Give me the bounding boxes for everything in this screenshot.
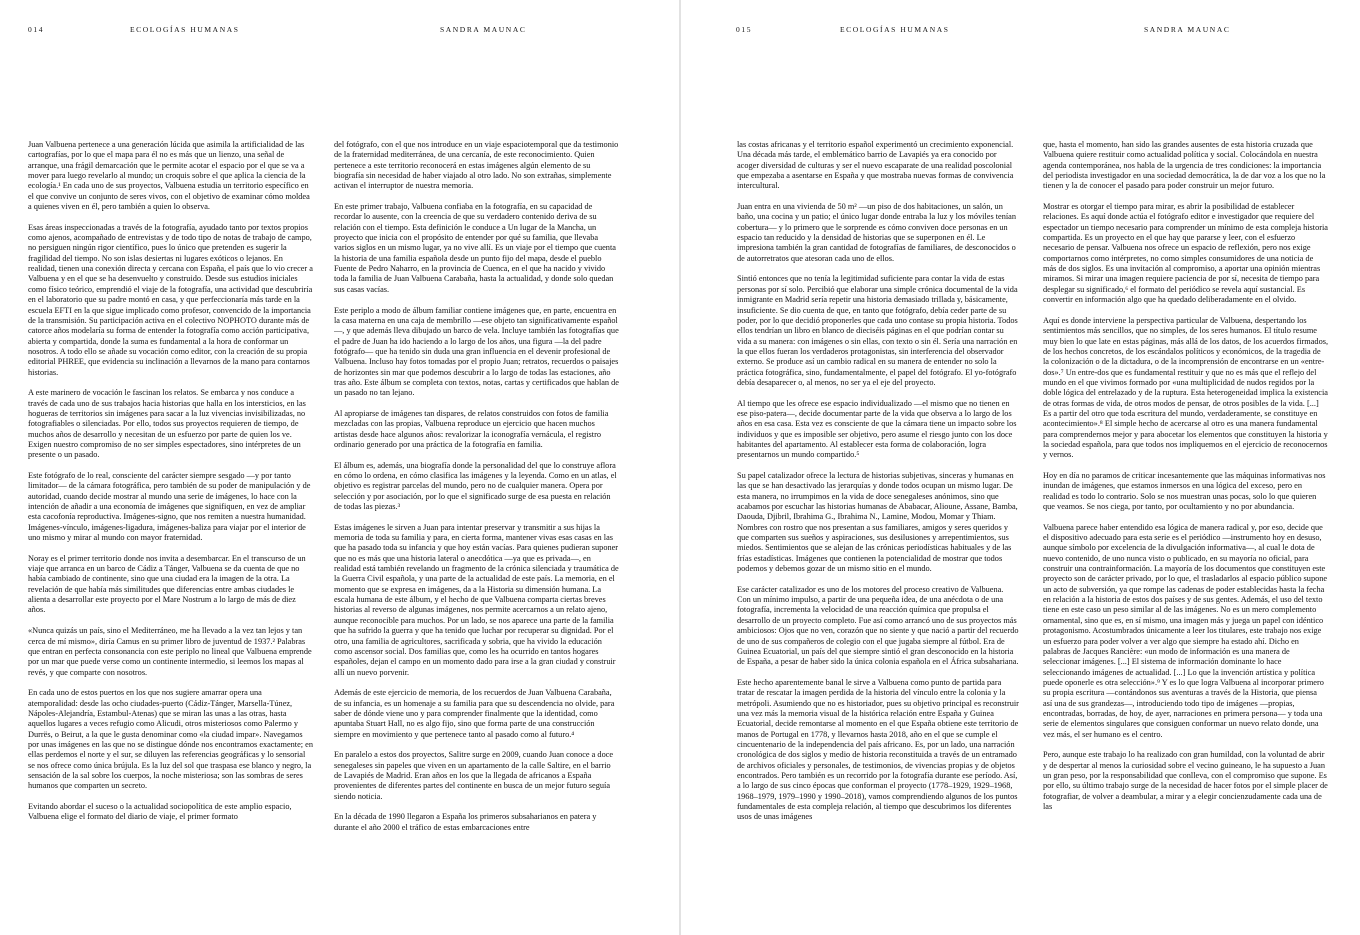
paragraph: Estas imágenes le sirven a Juan para intentar preservar y transmitir a sus hijas la memoria de toda su familia y para, en cierta forma, mantener vivas esas casas en las que ha pasado toda su infancia y que hoy están vacías. Para quienes pudieran suponer que no es más que una historia lateral o anecdótica —ya que es privada—, en realidad está también revelando un fragmento de la crónica silenciada y traumática de la Guerra Civil española, y una parte de la actualidad de este país. La memoria, en el momento que se expresa en imágenes, da a la Historia su dimensión humana. La escala humana de este álbum, y el hecho de que Valbuena comparta ciertas breves historias al reverso de algunas imágenes, nos permite acercarnos a un relato ajeno, aunque reconocible para muchos. Por un lado, se nos aparece una parte de la familia que ha sufrido la guerra y que ha tenido que luchar por recuperar su dignidad. Por el otro, una familia de agricultores, sacrificada y sobria, que ha vivido la educación como ascensor social. Dos familias que, como les ha ocurrido en tantos hogares españoles, dejan el campo en un momento dado para irse a la gran ciudad y construir allí un nuevo porvenir. [334, 522, 619, 677]
paragraph: las costas africanas y el territorio español experimentó un crecimiento exponencial. Una década más tarde, el emblemático barrio de Lavapiés ya era conocido por acoger diversidad de culturas y ser el nuevo escaparate de una realidad poscolonial que empezaba a asentarse en España y que mostraba nuevas formas de convivencia intercultural. [737, 140, 1014, 191]
paragraph: Pero, aunque este trabajo lo ha realizado con gran humildad, con la voluntad de abrir y de despertar al menos la curiosidad sobre el vecino guineano, le ha supuesto a Juan un gran peso, por la responsabilidad que conlleva, con el compromiso que supone. Es por ello, su último trabajo surge de la necesidad de hacer fotos por el simple placer de fotografiar, de volver a deambular, a mirar y a elegir concienzudamente cada una de las [1043, 750, 1328, 811]
paragraph: Sintió entonces que no tenía la legitimidad suficiente para contar la vida de estas personas por sí solo. Percibió que elaborar una simple crónica documental de la vida inmigrante en Madrid sería repetir una historia demasiado trillada y, básicamente, insuficiente. Se dio cuenta de que, en tanto que fotógrafo, debía ceder parte de su poder, por lo que decidió proponerles que cada uno contase su propia historia. Todos ellos tendrían un libro en blanco de dieciséis páginas en el que podrían contar su vida a su manera: con imágenes o sin ellas, con texto o sin él. Sería una narración en la que ellos fueran los verdaderos protagonistas, sin interferencia del observador externo. Se produce así un cambio radical en su manera de entender no solo la práctica fotográfica, sino, fundamentalmente, el papel del fotógrafo. El yo-fotógrafo debía desaparecer o, al menos, no ser ya el eje del proyecto. [737, 274, 1018, 387]
left-page-column-2 [334, 140, 619, 910]
right-page-number: 015 [736, 25, 753, 34]
paragraph: Además de este ejercicio de memoria, de los recuerdos de Juan Valbuena Carabaña, de su infancia, es un homenaje a su familia para que su descendencia no olvide, para saber de dónde viene uno y para comprender finalmente que la identidad, como apuntaba Stuart Hall, no es algo fijo, sino que forma parte de una construcción siempre en movimiento y que pertenece tanto al pasado como al futuro.⁴ [334, 688, 615, 739]
paragraph: A este marinero de vocación le fascinan los relatos. Se embarca y nos conduce a través de cada uno de sus trabajos hacia historias que halla en los intersticios, en las hogueras de territorios sin imágenes para sacar a la luz vivencias invisibilizadas, no fotografiables o silenciadas. Por ello, todos sus proyectos requieren de tiempo, de muchos años de desarrollo y necesitan de un esfuerzo por parte de quien los ve. Exigen nuestro compromiso de no ser simples espectadores, sino intérpretes de un presente o un pasado. [28, 388, 306, 460]
paragraph: Ese carácter catalizador es uno de los motores del proceso creativo de Valbuena. Con un mínimo impulso, a partir de una pequeña idea, de una anécdota o de una fotografía, incrementa la velocidad de una reacción química que propulsa el desarrollo de un proyecto completo. Fue así como arrancó uno de sus proyectos más ambiciosos: Ojos que no ven, corazón que no siente y que nació a partir del recuerdo de uno de sus compañeros de colegio con el que jugaba siempre al fútbol. Era de Guinea Ecuatorial, un país del que siempre sintió el gran desconocido en la historia de España, a pesar de haber sido la única colonia española en el África subsahariana. [737, 584, 1019, 667]
paragraph: En paralelo a estos dos proyectos, Salitre surge en 2009, cuando Juan conoce a doce senegaleses sin papeles que viven en un apartamento de la calle Saltire, en el barrio de Lavapiés de Madrid. Eran años en los que la llegada de africanos a España provenientes de diferentes partes del continente en busca de un mejor futuro seguía siendo noticia. [334, 750, 614, 801]
paragraph: Su papel catalizador ofrece la lectura de historias subjetivas, sinceras y humanas en las que se han desactivado las jerarquías y donde todos ocupan un mismo lugar. De esta manera, no irrumpimos en la vida de doce senegaleses anónimos, sino que acabamos por escuchar las historias humanas de Ababacar, Alioune, Assane, Bamba, Daouda, Djibril, Ibrahima G., Ibrahima N., Lamine, Modou, Momar y Thiam. Nombres con rostro que nos presentan a sus familiares, amigos y seres queridos y que comparten sus sueños y aspiraciones, sus desilusiones y arrepentimientos, sus miedos. Sentimientos que se alejan de las crónicas periodísticas habituales y de las frías estadísticas. Imágenes que contienen la potencialidad de mostrar que todos podemos y debemos gozar de un mismo sitio en el mundo. [737, 471, 1018, 574]
left-page-number: 014 [28, 25, 45, 34]
paragraph: En la década de 1990 llegaron a España los primeros subsaharianos en patera y durante el año 2000 el tráfico de estas embarcaciones entre [334, 812, 597, 832]
paragraph: Al apropiarse de imágenes tan dispares, de relatos construidos con fotos de familia mezcladas con las propias, Valbuena reproduce un ejercicio que hacen muchos artistas desde hace algunos años: revalorizar la iconografía vernácula, el registro ordinario generado por una práctica de la fotografía en familia. [334, 408, 609, 449]
right-running-title: ECOLOGÍAS HUMANAS [840, 25, 950, 34]
right-page-column-1 [737, 140, 1019, 910]
paragraph: En cada uno de estos puertos en los que nos sugiere amarrar opera una atemporalidad: desde las ocho ciudades-puerto (Cádiz-Tánger, Marsella-Túnez, Nápoles-Alejandría, Estambul-Atenas) que se miran las unas a las otras, hasta aquellos lugares a veces refugio como Alicudi, otros misteriosos como Palermo y Durrës, o Beirut, a la que le gusta denominar como «la ciudad impar». Navegamos por unas imágenes en las que no se distingue dónde nos encontramos exactamente; en ellas perdemos el norte y el sur, se diluyen las referencias geográficas y lo sensorial se nos ofrece como única brújula. Es la luz del sol que traspasa ese blanco y negro, la sensación de la sal sobre los cuerpos, la noche misteriosa; son las sombras de seres humanos que comparten un secreto. [28, 688, 313, 791]
paragraph: Mostrar es otorgar el tiempo para mirar, es abrir la posibilidad de establecer relaciones. Es aquí donde actúa el fotógrafo editor e investigador que requiere del espectador un tiempo necesario para comprender un mínimo de esta compleja historia compartida. Es un proyecto en el que hay que pararse y leer, con el esfuerzo necesario de pensar. Valbuena nos ofrece un espacio de reflexión, pero nos exige comportarnos como intérpretes, no como simples consumidores de una noticia de más de dos siglos. Es una invitación al compromiso, a aportar una opinión mientras miramos. Si mirar una imagen requiere paciencia de por sí, necesita de tiempo para desplegar su significado,⁶ el formato del periódico se revela aquí sustancial. Es convertir en información algo que ha quedado deliberadamente en el olvido. [1043, 202, 1328, 305]
paragraph: Juan entra en una vivienda de 50 m² —un piso de dos habitaciones, un salón, un baño, una cocina y un patio; el único lugar donde entraba la luz y los móviles tenían cobertura— y lo primero que le sorprende es cómo conviven doce personas en un espacio tan reducido y la densidad de historias que se superponen en él. Le impresiona también la gran cantidad de fotografías de familiares, de desconocidos o de autorretratos que atesoran cada uno de ellos. [737, 202, 1017, 263]
paragraph: Esas áreas inspeccionadas a través de la fotografía, ayudado tanto por textos propios como ajenos, acompañado de entrevistas y de todo tipo de notas de trabajo de campo, no persiguen ningún rigor científico, pues lo único que pretenden es sugerir la fragilidad del tiempo. No son islas desiertas ni lugares exóticos o lejanos. En realidad, tienen una conexión directa y cercana con España, el país que lo vio crecer a Valbuena y en el que se ha desenvuelto y construido. Desde sus estudios iniciales como físico teórico, emprendió el viaje de la fotografía, una actividad que descubriría en el laboratorio que su padre montó en casa, y que perfeccionaría más tarde en la escuela EFTI en la que sigue implicado como profesor, convencido de la importancia de la transmisión. Su participación activa en el colectivo NOPHOTO durante más de catorce años modelaría su forma de entender la fotografía como acción participativa, abierta y compartida, donde la suma es fundamental a la hora de conformar un nosotros. A todo ello se añade su vocación como editor, con la creación de su propia editorial PHREE, que evidencia su inclinación a llevarnos de la mano para contarnos historias. [28, 222, 313, 377]
paragraph: Evitando abordar el suceso o la actualidad sociopolítica de este amplio espacio, Valbuena elige el formato del diario de viaje, el primer formato [28, 802, 292, 822]
paragraph: Noray es el primer territorio donde nos invita a desembarcar. En el transcurso de un viaje que arranca en un barco de Cádiz a Tánger, Valbuena se da cuenta de que no había cambiado de continente, sino que una ciudad era la imagen de la otra. La revelación de que había más similitudes que diferencias entre ambas ciudades le alienta a desarrollar este proyecto por el Mare Nostrum a lo largo de más de diez años. [28, 553, 306, 615]
left-page-column-1 [28, 140, 313, 910]
paragraph: El álbum es, además, una biografía donde la personalidad del que lo construye aflora en cómo lo ordena, en cómo clasifica las imágenes y la leyenda. Como en un atlas, el objetivo es registrar parcelas del mundo, pero no de cualquier manera. Opera por selección y por asociación, por lo que el significado surge de esa puesta en relación de todas las piezas.³ [334, 460, 617, 512]
right-page [681, 0, 1360, 935]
paragraph: Al tiempo que les ofrece ese espacio individualizado —el mismo que no tienen en ese piso-patera—, decide documentar parte de la vida que observa a lo largo de los años en esa casa. Esta vez es consciente de que la cámara tiene un impacto sobre los individuos y que es imposible ser objetivo, pero asume el riesgo junto con los doce habitantes del apartamento. Al establecer esta forma de colaboración, logra presentarnos un mundo compartido.⁵ [737, 398, 1017, 460]
paragraph: En este primer trabajo, Valbuena confiaba en la fotografía, en su capacidad de recordar lo ausente, con la creencia de que su verdadero contenido deriva de su relación con el tiempo. Esta definición le conduce a Un lugar de la Mancha, un proyecto que inicia con el propósito de entender por qué su familia, que llevaba varios siglos en un mismo lugar, ya no vive allí. Es un viaje por el tiempo que cuenta la historia de una familia española desde un punto fijo del mapa, desde el pueblo Fuente de Pedro Naharro, en la provincia de Cuenca, en el que ha nacido y vivido toda la familia de Juan Valbuena Carabaña, hasta la actualidad, y donde solo quedan sus casas vacías. [334, 202, 616, 294]
paragraph: del fotógrafo, con el que nos introduce en un viaje espaciotemporal que da testimonio de la fraternidad mediterránea, de una cercanía, de este reconocimiento. Quien pertenece a este territorio reconocerá en estas imágenes algún elemento de su biografía sin necesidad de haber viajado al otro lado. No son extrañas, simplemente activan el interruptor de nuestra memoria. [334, 140, 619, 191]
left-page [0, 0, 679, 935]
paragraph: «Nunca quizás un país, sino el Mediterráneo, me ha llevado a la vez tan lejos y tan cerca de mí mismo», diría Camus en su primer libro de juventud de 1937.² Palabras que entran en perfecta consonancia con este periplo no lineal que Valbuena emprende por un mar que puede verse como un continente intermedio, si leemos los mapas al revés, y que comparte con nosotros. [28, 626, 312, 677]
right-running-author: SANDRA MAUNAC [1144, 25, 1231, 34]
paragraph: Juan Valbuena pertenece a una generación lúcida que asimila la artificialidad de las cartografías, por lo que el mapa para él no es más que un lienzo, una señal de arranque, una frágil demarcación que le permite acotar el espacio por el que se va a mover para luego revelarlo al mundo; un croquis sobre el que aplica la ciencia de la ecología.¹ En cada uno de sus proyectos, Valbuena estudia un territorio específico en el que convive un conjunto de seres vivos, con el objetivo de examinar cómo moldea a quienes viven en él, pero también a quien lo observa. [28, 140, 310, 212]
left-running-author: SANDRA MAUNAC [440, 25, 527, 34]
paragraph: Este periplo a modo de álbum familiar contiene imágenes que, en parte, encuentra en la casa materna en una caja de membrillo —ese objeto tan significativamente español—, y que además lleva dibujado un barco de vela. Incluye también las fotografías que el padre de Juan ha ido haciendo a lo largo de los años, una figura —la del padre fotógrafo— que ha tenido sin duda una gran influencia en el devenir profesional de Valbuena. Incluso hay fotos tomadas por el propio Juan; retratos, recuerdos o paisajes de horizontes sin mar que podemos descubrir a lo largo de todas las estaciones, año tras año. Este álbum se completa con textos, notas, cartas y certificados que hablan de un pasado no tan lejano. [334, 305, 619, 398]
right-page-column-2 [1043, 140, 1328, 910]
paragraph: Este fotógrafo de lo real, consciente del carácter siempre sesgado —y por tanto limitador— de la cámara fotográfica, pero también de su poder de manipulación y de autoridad, cuando decide mostrar al mundo una serie de imágenes, lo hace con la intención de añadir a una economía de imágenes que signifiquen, en vez de ampliar esta cacofonía reproductiva. Imágenes-signo, que nos remiten a nuestra humanidad. Imágenes-vínculo, imágenes-ligadura, imágenes-baliza para viajar por el interior de uno mismo y mirar al mundo con mayor fraternidad. [28, 471, 311, 543]
paragraph: Valbuena parece haber entendido esa lógica de manera radical y, por eso, decide que el dispositivo adecuado para esta serie es el periódico —instrumento hoy en desuso, aunque símbolo por excelencia de la divulgación informativa—, al cual le dota de nuevo contenido, de uno nunca visto o publicado, en su mayoría no oficial, para construir una contrainformación. La mayoría de los documentos que constituyen este proyecto son de carácter privado, por lo que, el trasladarlos al espacio público supone un acto de subversión, ya que rompe las cadenas de poder establecidas hasta la fecha en relación a la historia de estos dos países y de sus gentes. Además, el uso del texto tiene en este caso un peso similar al de las imágenes. No es un mero complemento ornamental, sino que es, en sí mismo, una imagen más y juega un papel con idéntico protagonismo. Acostumbrados únicamente a leer los titulares, este trabajo nos exige un esfuerzo para poder volver a ver algo que siempre ha estado ahí. Dicho en palabras de Jacques Rancière: «un modo de información es una manera de seleccionar imágenes. [...] El sistema de información dominante lo hace seleccionando imágenes de actualidad. [...] Lo que la invención artística y política puede oponerle es otra selección».⁹ Y es lo que logra Valbuena al incorporar primero su propia escritura —contándonos sus aventuras a través de la Historia, que piensa así una de sus grandezas—, introduciendo todo tipo de imágenes —propias, encontradas, borradas, de hoy, de ayer, narraciones en primera persona— y toda una serie de elementos singulares que consiguen conformar un nuevo relato donde, una vez más, el ser humano es el centro. [1043, 522, 1328, 739]
left-running-title: ECOLOGÍAS HUMANAS [130, 25, 240, 34]
paragraph: Este hecho aparentemente banal le sirve a Valbuena como punto de partida para tratar de rescatar la imagen perdida de la historia del vínculo entre la colonia y la metrópoli. Asumiendo que no es historiador, pues su objetivo principal es reconstruir una vez más la memoria visual de la histórica relación entre España y Guinea Ecuatorial, decide remontarse al momento en el que España obtiene este territorio de manos de Portugal en 1778, y llevarnos hasta 2018, año en el que se cumple el cincuentenario de la independencia del país africano. Es, por un lado, una narración cronológica de dos siglos y medio de historia reconstituida a través de un entramado de archivos oficiales y personales, de testimonios, de vivencias propias y de objetos encontrados. Pero también es un recorrido por la fotografía durante ese período. Así, a lo largo de sus cinco épocas que conforman el proyecto (1778–1929, 1929–1968, 1968–1979, 1979–1990 y 1990–2018), vamos comprendiendo algunos de los puntos fundamentales de esta compleja relación, al tiempo que descubrimos los diferentes usos de unas imágenes [737, 677, 1019, 822]
paragraph: que, hasta el momento, han sido las grandes ausentes de esta historia cruzada que Valbuena quiere restituir como actualidad política y social. Colocándola en nuestra agenda contemporánea, nos habla de la urgencia de tres condiciones: la importancia del periodista investigador en una sociedad democrática, la de dar voz a los que no la tienen y la de conocer el pasado para poder construir un mejor futuro. [1043, 140, 1326, 191]
paragraph: Aquí es donde interviene la perspectiva particular de Valbuena, despertando los sentimientos más sencillos, que no simples, de los seres humanos. El título resume muy bien lo que late en estas páginas, más allá de los datos, de los acuerdos firmados, de los hechos concretos, de los escándalos políticos y económicos, de la tragedia de la colonización o de la dictadura, o de la incomprensión de encontrarse en un «entre-dos».⁷ Un entre-dos que es fundamental restituir y que no es más que el reflejo del mundo en el que vivimos formado por «una multiplicidad de nudos regidos por la doble lógica del entrelazado y de la ruptura. Esta heterogeneidad implica la existencia de otras formas de vida, de otros modos de pensar, de otros posibles de la vida. [...] Es a partir del otro que toda escritura del mundo, verdaderamente, se constituye en acontecimiento».⁸ El simple hecho de acercarse al otro es una manera fundamental para comprendernos mejor y para abocetar los elementos que constituyen la historia y la sociedad española, para que todos nos impliquemos en el ejercicio de reconocernos y vernos. [1043, 315, 1328, 460]
paragraph: Hoy en día no paramos de criticar incesantemente que las máquinas informativas nos inundan de imágenes, que estamos inmersos en una lógica del exceso, pero en realidad es todo lo contrario. Solo se nos muestran unas pocas, solo lo que quieren que veamos. Se nos ciega, por tanto, por ocultamiento y no por abundancia. [1043, 471, 1326, 512]
